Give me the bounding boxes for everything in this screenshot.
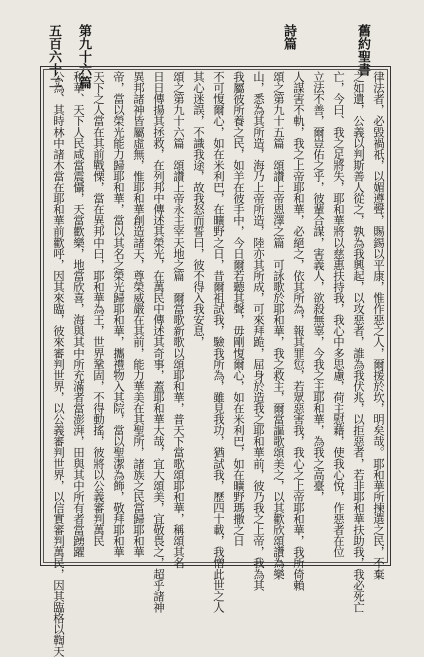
text-column: 天下之人當在其前戰慄，當在異邦中曰，耶和華為王，世界鞏固，不得動搖，彼將以公義審判萬民 xyxy=(92,71,106,547)
text-column: 頌之第九十五篇 頌讚上帝恩澤之篇 可詠歌於耶和華，我之救主，爾當謳歌頌美之，以其歡欣頌讚為樂 xyxy=(272,71,286,580)
text-column: 之如遺，公義以判斯善人從之，孰為我興起，以攻惡者，誰為我伏兆，以拒惡者，若非耶和華扶助我，我必死亡 xyxy=(352,71,366,613)
text-column: 異邦諸神皆屬虛無，惟耶和華創造諸天，尊榮威嚴在其前，能力華美在其聖所，諸族之民當歸耶和華 xyxy=(132,71,146,558)
text-column: 立法不善，爾豈佑之乎，彼輩合謀，害義人，欲殺無辜，今我之主耶和華，為我之高臺， xyxy=(312,71,326,502)
text-column: 其心迷誤，不識我途，故我怒而誓曰，彼不得入我安息， xyxy=(192,71,206,348)
section-name: 詩篇 xyxy=(281,24,296,50)
text-column: 律法者，必毀禍祇，以媚遵聲，賜錫以平康，惟作惡之人，爾援於坎，明矣哉。耶和華所揀選之民，不棄 xyxy=(372,71,386,580)
text-column: 人謀害不軌，我之上帝耶和華，必絕之，依其所為，報其罪愆，若眾惡害我，我心之上帝耶和華，我所倚賴 xyxy=(292,71,306,591)
text-column: 公為、其時林中諸木當在耶和華前歡呼，因其來臨，彼來審判世界，以公義審判世界，以信實審判萬民，因其臨格以鞫天 xyxy=(52,71,66,657)
chapter-heading: 第九十六篇 xyxy=(76,24,91,89)
text-columns xyxy=(46,71,386,657)
book-title: 舊約聖書 xyxy=(355,24,370,76)
page-header xyxy=(40,24,391,89)
text-column: 和華、天下人民咸當震懾，天當歡樂，地當欣喜，海與其中所充滿者當澎湃，田與其中所有者當踴躍 xyxy=(72,71,86,558)
text-column: 頌之第九十六篇 頌讚上帝永主宰天地之篇 爾當歌新歌以頌耶和華，普天下當歌頌耶和華，稱頌其名 xyxy=(172,71,186,569)
text-column: 山，悉為其所造，海乃上帝所造，陸亦其所成，可來拜跪，屈身於造我之耶和華前，彼乃我之上帝，我為其 xyxy=(252,71,266,591)
text-column: 日日傳揚其拯救，在列邦中傳述其榮光，在萬民中傳述其奇事，蓋耶和華大哉，宜大頌美，宜敬畏之，超乎諸神 xyxy=(152,71,166,613)
text-column: 帝，當以榮光能力歸耶和華，當以其名之榮光歸耶和華，攜禮物入其院，當以聖潔為飾，敬拜耶和華 xyxy=(112,71,126,558)
text-column: 亡，今曰、我之足將失，耶和華將以慈惠扶持我，我心中多思慮，荷主慰藉，使我心悅，作惡者在位 xyxy=(332,71,346,558)
page-number: 五百六十二 xyxy=(46,24,61,89)
text-column: 我屬彼所養之民，如羊在彼手中，今日爾若聽其聲，毋剛愎爾心，如在米利巴，如在曠野瑪撒之日 xyxy=(232,71,246,547)
text-column: 不可愎爾心，如在米利巴，在曠野之日，昔爾祖試我，驗我所為，雖見我功，猶試我，歷四十載，我憎此世之人 xyxy=(212,71,226,613)
